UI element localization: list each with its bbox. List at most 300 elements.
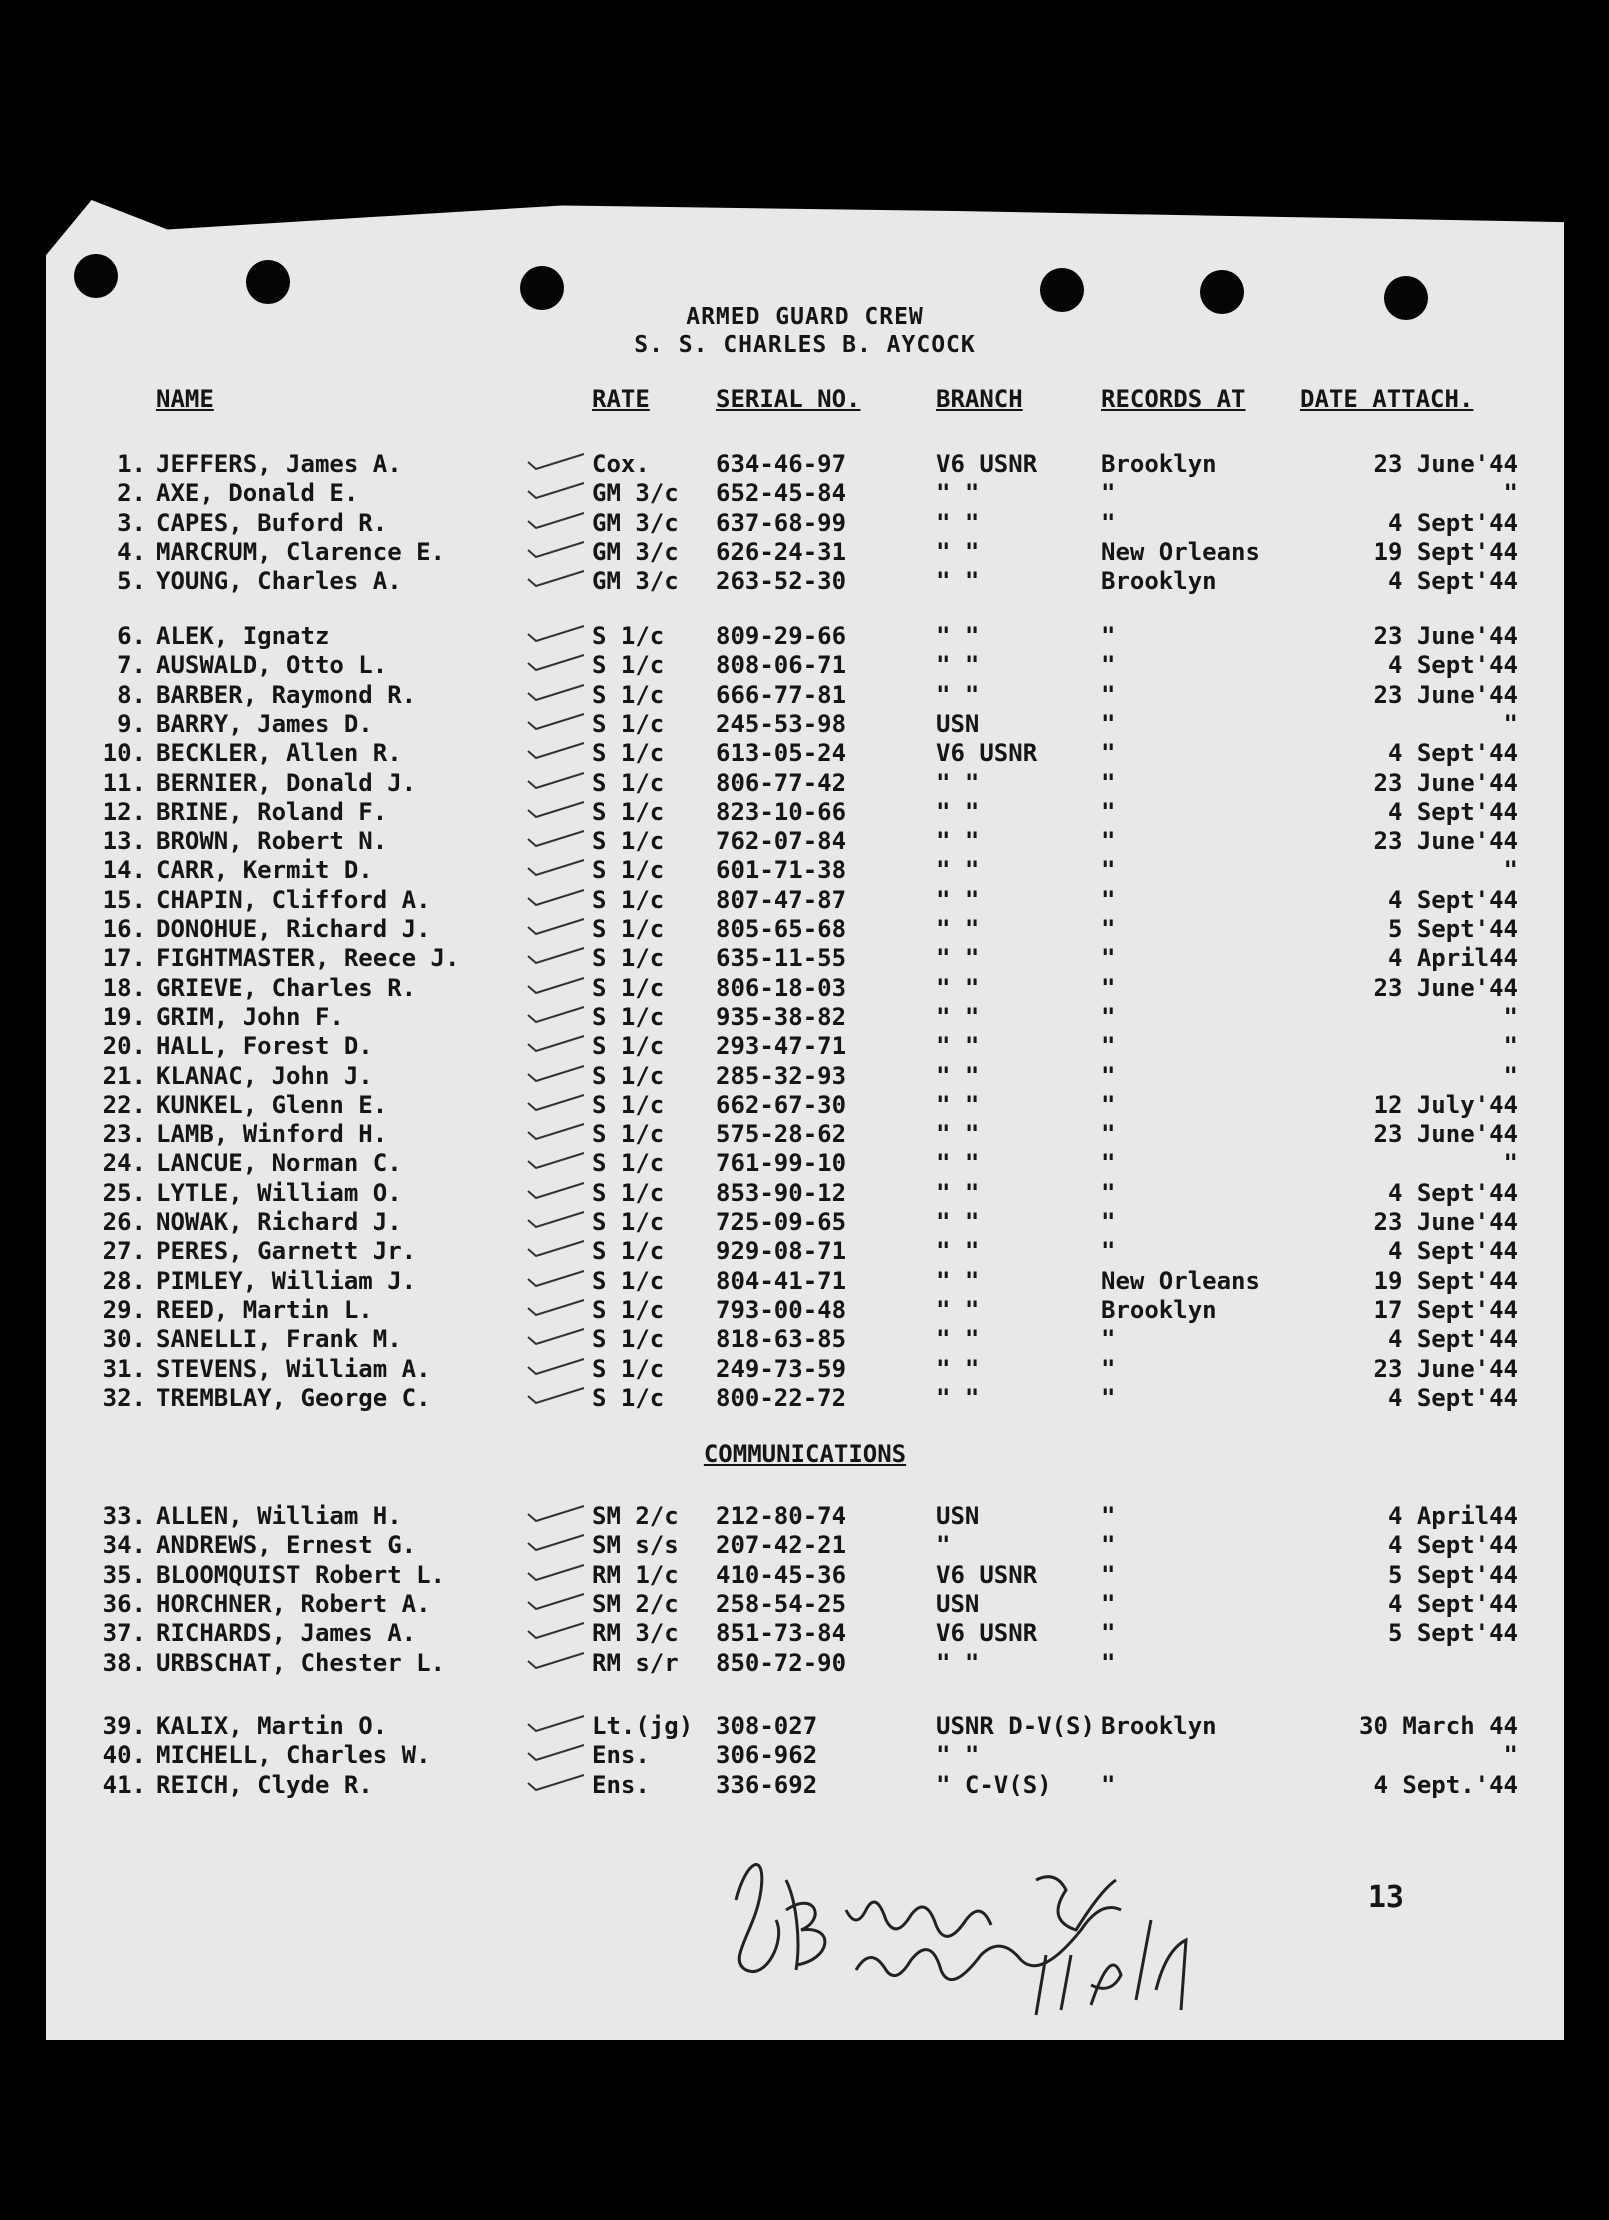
date-attached: 23 June'44 bbox=[1373, 622, 1518, 650]
check-mark-icon bbox=[526, 624, 586, 642]
serial-number: 806-18-03 bbox=[716, 973, 847, 1002]
branch: " C-V(S) bbox=[936, 1770, 1052, 1799]
branch: " " bbox=[936, 1208, 980, 1236]
branch: " " bbox=[936, 1741, 980, 1770]
communications-heading: COMMUNICATIONS bbox=[703, 1440, 907, 1468]
row-number: 4. bbox=[117, 537, 146, 566]
table-row bbox=[46, 974, 1564, 1003]
table-row bbox=[46, 538, 1564, 567]
serial-number: 850-72-90 bbox=[716, 1648, 847, 1677]
crew-rate: Cox. bbox=[592, 450, 650, 478]
records-at: " bbox=[1101, 1648, 1116, 1677]
date-attached: 4 Sept'44 bbox=[1387, 797, 1518, 826]
date-attached: 19 Sept'44 bbox=[1373, 537, 1518, 566]
records-at: " bbox=[1101, 1208, 1116, 1236]
crew-rate: GM 3/c bbox=[592, 567, 679, 596]
date-attached: 23 June'44 bbox=[1373, 1354, 1518, 1383]
date-attached: 4 Sept'44 bbox=[1387, 885, 1518, 914]
serial-number: 306-962 bbox=[716, 1741, 818, 1770]
table-row bbox=[46, 567, 1564, 596]
serial-number: 806-77-42 bbox=[716, 768, 847, 797]
serial-number: 662-67-30 bbox=[716, 1090, 847, 1119]
table-row bbox=[46, 915, 1564, 944]
serial-number: 626-24-31 bbox=[716, 537, 847, 566]
row-number: 1. bbox=[117, 450, 146, 478]
table-row bbox=[46, 450, 1564, 479]
serial-number: 807-47-87 bbox=[716, 885, 847, 914]
records-at: " bbox=[1101, 1383, 1116, 1412]
row-number: 31. bbox=[102, 1354, 146, 1383]
branch: USNR D-V(S) bbox=[936, 1712, 1095, 1740]
branch: " " bbox=[936, 1325, 980, 1354]
crew-name: BECKLER, Allen R. bbox=[156, 739, 402, 768]
inspector-signature bbox=[706, 1840, 1266, 2020]
crew-name: PERES, Garnett Jr. bbox=[156, 1237, 417, 1266]
check-mark-icon bbox=[526, 1504, 586, 1522]
row-number: 22. bbox=[102, 1090, 146, 1119]
crew-rate: S 1/c bbox=[592, 944, 665, 973]
table-row bbox=[46, 1619, 1564, 1648]
check-mark-icon bbox=[526, 1210, 586, 1228]
serial-number: 207-42-21 bbox=[716, 1531, 847, 1560]
crew-list-document bbox=[46, 200, 1564, 2040]
table-row bbox=[46, 1179, 1564, 1208]
crew-rate: SM 2/c bbox=[592, 1502, 679, 1530]
check-mark-icon bbox=[526, 1327, 586, 1345]
crew-name: REICH, Clyde R. bbox=[156, 1770, 373, 1799]
serial-number: 613-05-24 bbox=[716, 739, 847, 768]
crew-rate: S 1/c bbox=[592, 1266, 665, 1295]
header-date: DATE ATTACH. bbox=[1300, 385, 1474, 413]
row-number: 18. bbox=[102, 973, 146, 1002]
header-branch: BRANCH bbox=[936, 385, 1023, 413]
date-attached: 4 Sept'44 bbox=[1387, 739, 1518, 768]
row-number: 20. bbox=[102, 1032, 146, 1061]
records-at: Brooklyn bbox=[1101, 450, 1217, 478]
crew-rate: GM 3/c bbox=[592, 508, 679, 537]
serial-number: 652-45-84 bbox=[716, 479, 847, 508]
crew-name: NOWAK, Richard J. bbox=[156, 1208, 402, 1236]
serial-number: 263-52-30 bbox=[716, 567, 847, 596]
crew-rate: Lt.(jg) bbox=[592, 1712, 694, 1740]
crew-name: AUSWALD, Otto L. bbox=[156, 651, 388, 680]
records-at: New Orleans bbox=[1101, 537, 1260, 566]
crew-name: PIMLEY, William J. bbox=[156, 1266, 417, 1295]
serial-number: 761-99-10 bbox=[716, 1149, 847, 1178]
table-row bbox=[46, 1561, 1564, 1590]
records-at: " bbox=[1101, 1178, 1116, 1207]
check-mark-icon bbox=[526, 653, 586, 671]
table-row bbox=[46, 739, 1564, 768]
document-title: ARMED GUARD CREW bbox=[686, 304, 924, 330]
row-number: 6. bbox=[117, 622, 146, 650]
crew-name: KLANAC, John J. bbox=[156, 1061, 373, 1090]
check-mark-icon bbox=[526, 1651, 586, 1669]
serial-number: 249-73-59 bbox=[716, 1354, 847, 1383]
check-mark-icon bbox=[526, 829, 586, 847]
serial-number: 853-90-12 bbox=[716, 1178, 847, 1207]
row-number: 16. bbox=[102, 915, 146, 943]
date-attached: 23 June'44 bbox=[1373, 1208, 1518, 1236]
branch: " " bbox=[936, 1061, 980, 1090]
crew-name: TREMBLAY, George C. bbox=[156, 1383, 431, 1412]
check-mark-icon bbox=[526, 976, 586, 994]
check-mark-icon bbox=[526, 1357, 586, 1375]
crew-name: URBSCHAT, Chester L. bbox=[156, 1648, 445, 1677]
row-number: 7. bbox=[117, 651, 146, 680]
ship-name: S. S. CHARLES B. AYCOCK bbox=[634, 332, 976, 358]
crew-name: DONOHUE, Richard J. bbox=[156, 915, 431, 943]
crew-rate: S 1/c bbox=[592, 1090, 665, 1119]
row-number: 36. bbox=[102, 1589, 146, 1618]
crew-rate: S 1/c bbox=[592, 1383, 665, 1412]
serial-number: 725-09-65 bbox=[716, 1208, 847, 1236]
date-attached: 23 June'44 bbox=[1373, 768, 1518, 797]
serial-number: 293-47-71 bbox=[716, 1032, 847, 1061]
branch: " " bbox=[936, 797, 980, 826]
serial-number: 308-027 bbox=[716, 1712, 818, 1740]
crew-rate: S 1/c bbox=[592, 1295, 665, 1324]
date-attached: 4 April44 bbox=[1387, 1502, 1518, 1530]
records-at: " bbox=[1101, 885, 1116, 914]
date-attached: 23 June'44 bbox=[1373, 1120, 1518, 1149]
records-at: " bbox=[1101, 1090, 1116, 1119]
row-number: 40. bbox=[102, 1741, 146, 1770]
branch: " " bbox=[936, 1383, 980, 1412]
crew-name: JEFFERS, James A. bbox=[156, 450, 402, 478]
records-at: " bbox=[1101, 709, 1116, 738]
records-at: " bbox=[1101, 1120, 1116, 1149]
serial-number: 637-68-99 bbox=[716, 508, 847, 537]
check-mark-icon bbox=[526, 888, 586, 906]
row-number: 8. bbox=[117, 680, 146, 709]
branch: " " bbox=[936, 885, 980, 914]
table-row bbox=[46, 1649, 1564, 1678]
table-row bbox=[46, 798, 1564, 827]
date-attached: " bbox=[1503, 709, 1518, 738]
branch: V6 USNR bbox=[936, 450, 1038, 478]
table-row bbox=[46, 1032, 1564, 1061]
check-mark-icon bbox=[526, 917, 586, 935]
branch: " " bbox=[936, 622, 980, 650]
serial-number: 666-77-81 bbox=[716, 680, 847, 709]
row-number: 33. bbox=[102, 1502, 146, 1530]
date-attached: " bbox=[1503, 1032, 1518, 1061]
crew-name: BRINE, Roland F. bbox=[156, 797, 388, 826]
records-at: " bbox=[1101, 944, 1116, 973]
crew-name: LYTLE, William O. bbox=[156, 1178, 402, 1207]
crew-rate: S 1/c bbox=[592, 915, 665, 943]
table-row bbox=[46, 1149, 1564, 1178]
crew-rate: S 1/c bbox=[592, 1061, 665, 1090]
crew-name: AXE, Donald E. bbox=[156, 479, 359, 508]
records-at: " bbox=[1101, 1354, 1116, 1383]
serial-number: 808-06-71 bbox=[716, 651, 847, 680]
date-attached: 4 Sept'44 bbox=[1387, 1178, 1518, 1207]
date-attached: 17 Sept'44 bbox=[1373, 1295, 1518, 1324]
date-attached: 5 Sept'44 bbox=[1387, 1619, 1518, 1648]
records-at: " bbox=[1101, 1149, 1116, 1178]
date-attached: " bbox=[1503, 1002, 1518, 1031]
records-at: New Orleans bbox=[1101, 1266, 1260, 1295]
crew-name: BROWN, Robert N. bbox=[156, 827, 388, 856]
serial-number: 634-46-97 bbox=[716, 450, 847, 478]
table-row bbox=[46, 1267, 1564, 1296]
header-rate: RATE bbox=[592, 385, 650, 413]
records-at: " bbox=[1101, 1560, 1116, 1589]
crew-rate: Ens. bbox=[592, 1770, 650, 1799]
check-mark-icon bbox=[526, 1298, 586, 1316]
header-name: NAME bbox=[156, 385, 214, 413]
crew-name: STEVENS, William A. bbox=[156, 1354, 431, 1383]
table-row bbox=[46, 1590, 1564, 1619]
date-attached: 19 Sept'44 bbox=[1373, 1266, 1518, 1295]
row-number: 29. bbox=[102, 1295, 146, 1324]
row-number: 21. bbox=[102, 1061, 146, 1090]
serial-number: 336-692 bbox=[716, 1770, 818, 1799]
row-number: 37. bbox=[102, 1619, 146, 1648]
crew-name: GRIM, John F. bbox=[156, 1002, 344, 1031]
branch: " " bbox=[936, 1149, 980, 1178]
table-row bbox=[46, 681, 1564, 710]
date-attached: 23 June'44 bbox=[1373, 680, 1518, 709]
records-at: " bbox=[1101, 1531, 1116, 1560]
crew-name: SANELLI, Frank M. bbox=[156, 1325, 402, 1354]
records-at: " bbox=[1101, 915, 1116, 943]
crew-name: CARR, Kermit D. bbox=[156, 856, 373, 885]
records-at: " bbox=[1101, 1237, 1116, 1266]
table-row bbox=[46, 1502, 1564, 1531]
crew-rate: S 1/c bbox=[592, 1325, 665, 1354]
row-number: 10. bbox=[102, 739, 146, 768]
check-mark-icon bbox=[526, 481, 586, 499]
records-at: " bbox=[1101, 1619, 1116, 1648]
row-number: 17. bbox=[102, 944, 146, 973]
crew-name: KUNKEL, Glenn E. bbox=[156, 1090, 388, 1119]
table-row bbox=[46, 944, 1564, 973]
records-at: " bbox=[1101, 797, 1116, 826]
table-row bbox=[46, 1120, 1564, 1149]
row-number: 27. bbox=[102, 1237, 146, 1266]
check-mark-icon bbox=[526, 1034, 586, 1052]
date-attached: 5 Sept'44 bbox=[1387, 915, 1518, 943]
table-row bbox=[46, 710, 1564, 739]
serial-number: 800-22-72 bbox=[716, 1383, 847, 1412]
crew-rate: Ens. bbox=[592, 1741, 650, 1770]
table-row bbox=[46, 509, 1564, 538]
records-at: " bbox=[1101, 1589, 1116, 1618]
row-number: 13. bbox=[102, 827, 146, 856]
crew-rate: S 1/c bbox=[592, 651, 665, 680]
check-mark-icon bbox=[526, 1064, 586, 1082]
check-mark-icon bbox=[526, 1533, 586, 1551]
crew-rate: GM 3/c bbox=[592, 537, 679, 566]
table-row bbox=[46, 1325, 1564, 1354]
branch: " " bbox=[936, 1090, 980, 1119]
crew-rate: S 1/c bbox=[592, 709, 665, 738]
check-mark-icon bbox=[526, 741, 586, 759]
check-mark-icon bbox=[526, 1093, 586, 1111]
row-number: 34. bbox=[102, 1531, 146, 1560]
crew-rate: S 1/c bbox=[592, 856, 665, 885]
records-at: " bbox=[1101, 651, 1116, 680]
date-attached: 4 Sept'44 bbox=[1387, 1589, 1518, 1618]
crew-rate: S 1/c bbox=[592, 797, 665, 826]
table-row bbox=[46, 1091, 1564, 1120]
table-row bbox=[46, 1741, 1564, 1770]
branch: USN bbox=[936, 1502, 980, 1530]
crew-rate: S 1/c bbox=[592, 1120, 665, 1149]
serial-number: 258-54-25 bbox=[716, 1589, 847, 1618]
row-number: 12. bbox=[102, 797, 146, 826]
branch: " " bbox=[936, 1178, 980, 1207]
date-attached: " bbox=[1503, 1061, 1518, 1090]
branch: " " bbox=[936, 1266, 980, 1295]
branch: " " bbox=[936, 537, 980, 566]
crew-rate: S 1/c bbox=[592, 1032, 665, 1061]
date-attached: 23 June'44 bbox=[1373, 450, 1518, 478]
serial-number: 762-07-84 bbox=[716, 827, 847, 856]
check-mark-icon bbox=[526, 1714, 586, 1732]
records-at: " bbox=[1101, 1061, 1116, 1090]
check-mark-icon bbox=[526, 683, 586, 701]
crew-rate: S 1/c bbox=[592, 827, 665, 856]
row-number: 11. bbox=[102, 768, 146, 797]
table-row bbox=[46, 622, 1564, 651]
crew-rate: S 1/c bbox=[592, 768, 665, 797]
check-mark-icon bbox=[526, 946, 586, 964]
header-records: RECORDS AT bbox=[1101, 385, 1246, 413]
records-at: " bbox=[1101, 1502, 1116, 1530]
table-row bbox=[46, 1712, 1564, 1741]
serial-number: 935-38-82 bbox=[716, 1002, 847, 1031]
table-row bbox=[46, 1208, 1564, 1237]
records-at: Brooklyn bbox=[1101, 567, 1217, 596]
table-row bbox=[46, 827, 1564, 856]
row-number: 14. bbox=[102, 856, 146, 885]
branch: " " bbox=[936, 856, 980, 885]
serial-number: 601-71-38 bbox=[716, 856, 847, 885]
check-mark-icon bbox=[526, 1592, 586, 1610]
row-number: 32. bbox=[102, 1383, 146, 1412]
records-at: Brooklyn bbox=[1101, 1295, 1217, 1324]
records-at: " bbox=[1101, 768, 1116, 797]
branch: V6 USNR bbox=[936, 739, 1038, 768]
records-at: Brooklyn bbox=[1101, 1712, 1217, 1740]
crew-name: LAMB, Winford H. bbox=[156, 1120, 388, 1149]
serial-number: 212-80-74 bbox=[716, 1502, 847, 1530]
records-at: " bbox=[1101, 827, 1116, 856]
check-mark-icon bbox=[526, 800, 586, 818]
branch: " " bbox=[936, 1120, 980, 1149]
crew-name: LANCUE, Norman C. bbox=[156, 1149, 402, 1178]
crew-name: CHAPIN, Clifford A. bbox=[156, 885, 431, 914]
table-row bbox=[46, 1355, 1564, 1384]
serial-number: 793-00-48 bbox=[716, 1295, 847, 1324]
branch: " " bbox=[936, 567, 980, 596]
crew-name: FIGHTMASTER, Reece J. bbox=[156, 944, 460, 973]
table-row bbox=[46, 479, 1564, 508]
branch: " " bbox=[936, 508, 980, 537]
table-row bbox=[46, 1384, 1564, 1413]
date-attached: 4 Sept'44 bbox=[1387, 1383, 1518, 1412]
table-row bbox=[46, 1003, 1564, 1032]
date-attached: 4 April44 bbox=[1387, 944, 1518, 973]
branch: " " bbox=[936, 1354, 980, 1383]
row-number: 41. bbox=[102, 1770, 146, 1799]
crew-rate: S 1/c bbox=[592, 1354, 665, 1383]
branch: " " bbox=[936, 1648, 980, 1677]
date-attached: " bbox=[1503, 856, 1518, 885]
table-row bbox=[46, 1296, 1564, 1325]
serial-number: 851-73-84 bbox=[716, 1619, 847, 1648]
crew-name: ALLEN, William H. bbox=[156, 1502, 402, 1530]
crew-rate: S 1/c bbox=[592, 973, 665, 1002]
records-at: " bbox=[1101, 1032, 1116, 1061]
records-at: " bbox=[1101, 856, 1116, 885]
crew-name: GRIEVE, Charles R. bbox=[156, 973, 417, 1002]
branch: USN bbox=[936, 1589, 980, 1618]
table-row bbox=[46, 1062, 1564, 1091]
crew-rate: RM 1/c bbox=[592, 1560, 679, 1589]
records-at: " bbox=[1101, 1325, 1116, 1354]
crew-name: YOUNG, Charles A. bbox=[156, 567, 402, 596]
date-attached: 4 Sept'44 bbox=[1387, 1325, 1518, 1354]
crew-rate: S 1/c bbox=[592, 622, 665, 650]
crew-name: MARCRUM, Clarence E. bbox=[156, 537, 445, 566]
branch: " " bbox=[936, 1002, 980, 1031]
branch: V6 USNR bbox=[936, 1619, 1038, 1648]
table-row bbox=[46, 1237, 1564, 1266]
table-row bbox=[46, 1771, 1564, 1800]
date-attached: 4 Sept'44 bbox=[1387, 567, 1518, 596]
date-attached: 4 Sept'44 bbox=[1387, 1237, 1518, 1266]
serial-number: 818-63-85 bbox=[716, 1325, 847, 1354]
crew-name: KALIX, Martin O. bbox=[156, 1712, 388, 1740]
branch: " " bbox=[936, 1237, 980, 1266]
row-number: 28. bbox=[102, 1266, 146, 1295]
branch: " " bbox=[936, 768, 980, 797]
serial-number: 635-11-55 bbox=[716, 944, 847, 973]
check-mark-icon bbox=[526, 511, 586, 529]
records-at: " bbox=[1101, 622, 1116, 650]
crew-rate: S 1/c bbox=[592, 1149, 665, 1178]
date-attached: 30 March 44 bbox=[1359, 1712, 1518, 1740]
check-mark-icon bbox=[526, 1122, 586, 1140]
check-mark-icon bbox=[526, 540, 586, 558]
records-at: " bbox=[1101, 1002, 1116, 1031]
branch: " " bbox=[936, 944, 980, 973]
date-attached: 4 Sept'44 bbox=[1387, 1531, 1518, 1560]
crew-name: RICHARDS, James A. bbox=[156, 1619, 417, 1648]
serial-number: 245-53-98 bbox=[716, 709, 847, 738]
crew-rate: S 1/c bbox=[592, 1002, 665, 1031]
serial-number: 809-29-66 bbox=[716, 622, 847, 650]
date-attached: 23 June'44 bbox=[1373, 973, 1518, 1002]
crew-name: HORCHNER, Robert A. bbox=[156, 1589, 431, 1618]
check-mark-icon bbox=[526, 1563, 586, 1581]
table-row bbox=[46, 886, 1564, 915]
branch: " bbox=[936, 1531, 951, 1560]
check-mark-icon bbox=[526, 1743, 586, 1761]
branch: " " bbox=[936, 973, 980, 1002]
serial-number: 823-10-66 bbox=[716, 797, 847, 826]
branch: " " bbox=[936, 1032, 980, 1061]
crew-name: BARBER, Raymond R. bbox=[156, 680, 417, 709]
crew-rate: GM 3/c bbox=[592, 479, 679, 508]
records-at: " bbox=[1101, 508, 1116, 537]
crew-name: ALEK, Ignatz bbox=[156, 622, 330, 650]
